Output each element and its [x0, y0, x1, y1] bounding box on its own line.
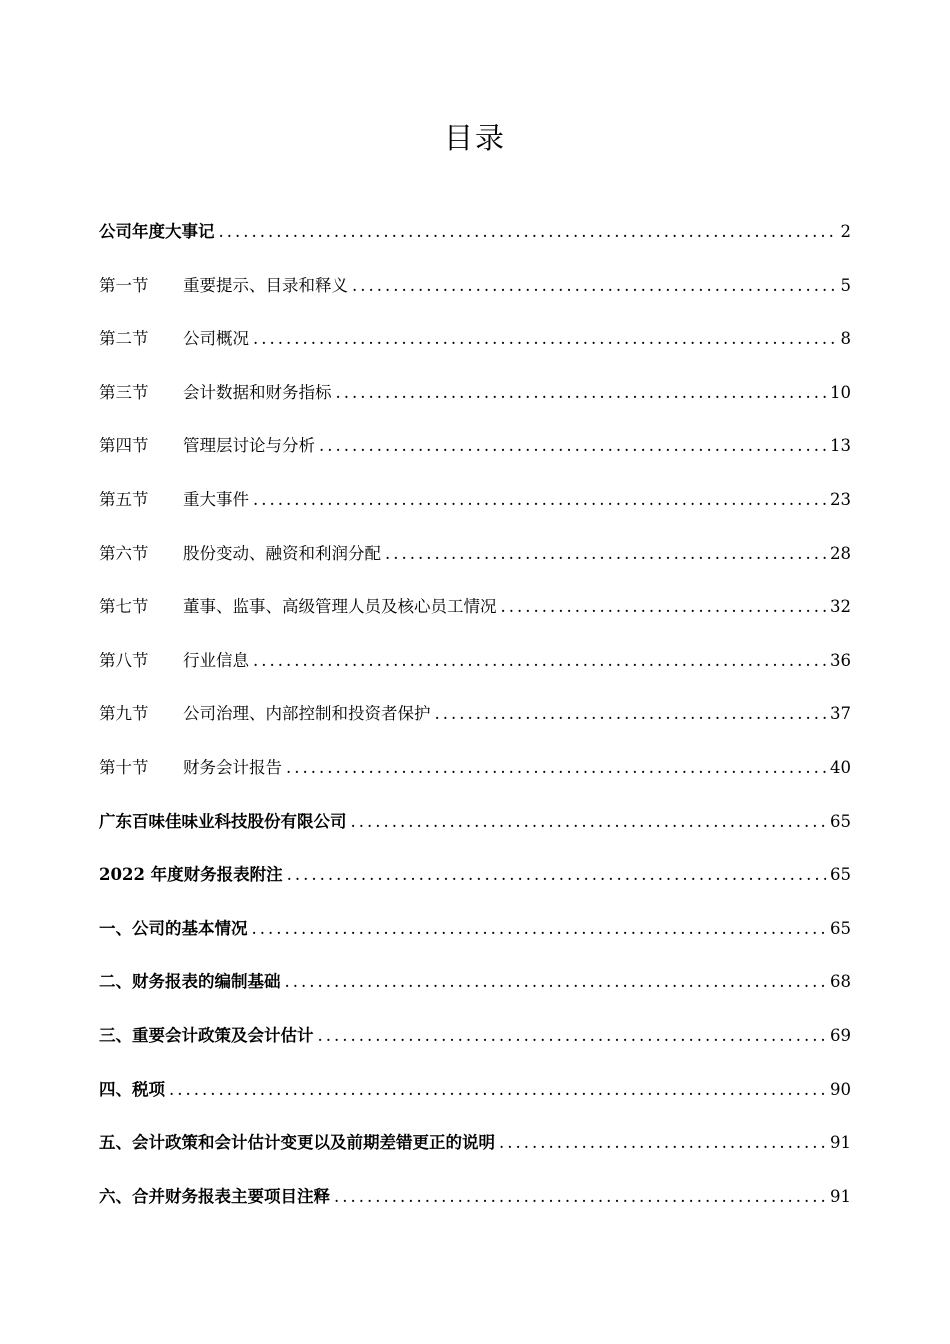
- toc-entry[interactable]: [99, 909, 851, 963]
- toc-entry-page: 65: [830, 811, 851, 831]
- toc-entry-title: 股份变动、融资和利润分配: [183, 543, 381, 563]
- toc-entry[interactable]: [99, 426, 851, 480]
- toc-entry-page: 10: [830, 382, 851, 402]
- toc-leader-dots: [219, 212, 837, 252]
- toc-entry-title: 广东百味佳味业科技股份有限公司: [99, 811, 347, 831]
- toc-leader-dots: [286, 748, 826, 788]
- toc-entry-title: 2022 年度财务报表附注: [99, 865, 283, 885]
- toc-leader-dots: [253, 480, 826, 520]
- toc-entry-title: 行业信息: [183, 650, 249, 670]
- toc-leader-dots: [334, 1177, 826, 1217]
- toc-entry-page: 5: [840, 275, 851, 295]
- toc-entry[interactable]: [99, 694, 851, 748]
- toc-entry[interactable]: [99, 1177, 851, 1231]
- toc-section-number: 第一节: [99, 275, 149, 295]
- toc-entry[interactable]: [99, 319, 851, 373]
- toc-section-number: 第九节: [99, 704, 149, 724]
- toc-entry-page: 23: [830, 489, 851, 509]
- toc-entry-page: 13: [830, 436, 851, 456]
- toc-entry-title: 六、合并财务报表主要项目注释: [99, 1186, 330, 1206]
- toc-entry-page: 28: [830, 543, 851, 563]
- toc-section-number: 第三节: [99, 382, 149, 402]
- toc-entry-title: 公司年度大事记: [99, 222, 215, 241]
- toc-entry[interactable]: [99, 373, 851, 427]
- toc-leader-dots: [501, 587, 827, 627]
- toc-leader-dots: [336, 373, 827, 413]
- toc-leader-dots: [499, 1123, 826, 1163]
- toc-section-number: 第六节: [99, 543, 149, 563]
- toc-entry-page: 2: [840, 222, 851, 241]
- toc-entry[interactable]: [99, 1016, 851, 1070]
- toc-section-number: 第五节: [99, 489, 149, 509]
- toc-entry-title: 三、重要会计政策及会计估计: [99, 1025, 314, 1045]
- toc-entry[interactable]: [99, 480, 851, 534]
- toc-entry-title: 公司治理、内部控制和投资者保护: [183, 704, 431, 724]
- toc-entry-title: 财务会计报告: [183, 757, 282, 777]
- toc-entry-page: 40: [830, 757, 851, 777]
- toc-entry-page: 65: [830, 918, 851, 938]
- toc-entry[interactable]: [99, 212, 851, 266]
- toc-leader-dots: [287, 855, 826, 895]
- toc-section-number: 第七节: [99, 597, 149, 617]
- toc-entry-title: 四、税项: [99, 1079, 165, 1099]
- toc-section-number: 第四节: [99, 436, 149, 456]
- toc-entry-page: 37: [830, 704, 851, 724]
- toc-entry-page: 36: [830, 650, 851, 670]
- toc-section-number: 第十节: [99, 757, 149, 777]
- toc-entry-title: 会计数据和财务指标: [183, 382, 332, 402]
- toc-entry-title: 管理层讨论与分析: [183, 436, 315, 456]
- toc-entry-title: 一、公司的基本情况: [99, 918, 248, 938]
- toc-leader-dots: [252, 909, 827, 949]
- table-of-contents: [99, 212, 851, 1230]
- toc-entry-page: 68: [830, 972, 851, 992]
- toc-leader-dots: [318, 1016, 827, 1056]
- toc-leader-dots: [169, 1070, 826, 1110]
- toc-entry-page: 32: [830, 597, 851, 617]
- toc-section-number: 第八节: [99, 650, 149, 670]
- toc-entry[interactable]: [99, 1123, 851, 1177]
- toc-entry[interactable]: [99, 802, 851, 856]
- toc-entry[interactable]: [99, 534, 851, 588]
- toc-entry[interactable]: [99, 587, 851, 641]
- toc-entry-title: 董事、监事、高级管理人员及核心员工情况: [183, 597, 497, 617]
- toc-leader-dots: [253, 641, 826, 681]
- toc-entry-page: 91: [830, 1133, 851, 1153]
- toc-entry-page: 91: [830, 1186, 851, 1206]
- toc-entry-page: 69: [830, 1025, 851, 1045]
- page-title: 目录: [443, 121, 506, 155]
- toc-entry[interactable]: [99, 641, 851, 695]
- toc-entry-page: 90: [830, 1079, 851, 1099]
- toc-leader-dots: [253, 319, 837, 359]
- toc-entry[interactable]: [99, 855, 851, 909]
- toc-entry-title: 二、财务报表的编制基础: [99, 972, 281, 992]
- toc-entry[interactable]: [99, 266, 851, 320]
- toc-entry-title: 公司概况: [183, 329, 249, 349]
- toc-leader-dots: [319, 426, 826, 466]
- toc-entry-page: 8: [840, 329, 851, 349]
- toc-entry[interactable]: [99, 962, 851, 1016]
- toc-leader-dots: [352, 266, 837, 306]
- toc-entry[interactable]: [99, 1070, 851, 1124]
- toc-leader-dots: [385, 534, 826, 574]
- toc-leader-dots: [285, 962, 827, 1002]
- toc-leader-dots: [435, 694, 827, 734]
- toc-entry-title: 重大事件: [183, 489, 249, 509]
- toc-entry[interactable]: [99, 748, 851, 802]
- toc-entry-title: 重要提示、目录和释义: [183, 275, 348, 295]
- toc-entry-title: 五、会计政策和会计估计变更以及前期差错更正的说明: [99, 1133, 495, 1153]
- toc-leader-dots: [351, 802, 827, 842]
- toc-entry-page: 65: [830, 865, 851, 885]
- toc-section-number: 第二节: [99, 329, 149, 349]
